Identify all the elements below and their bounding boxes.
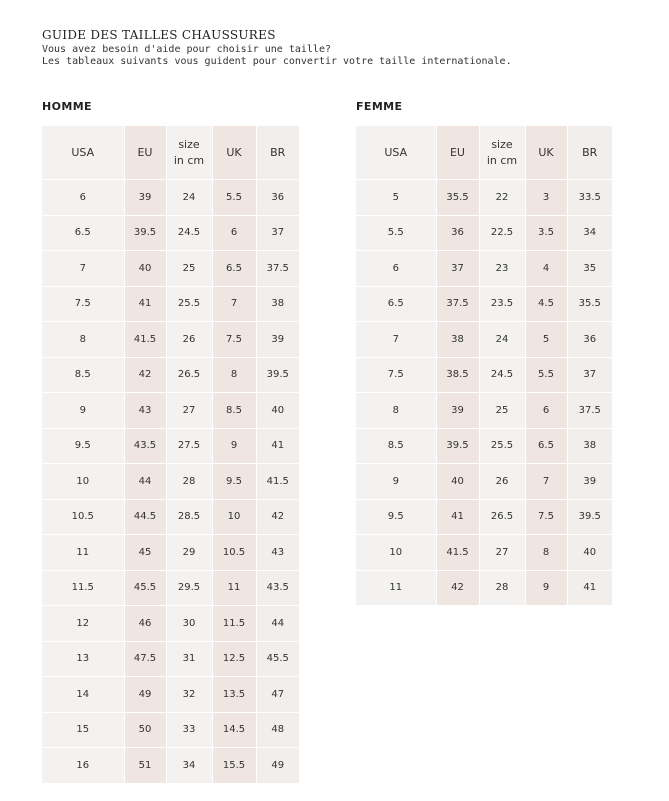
table-row (42, 748, 299, 784)
cell-uk: 6.5 (212, 251, 256, 287)
cell-br: 38 (256, 286, 299, 322)
cell-cm: 23.5 (479, 286, 525, 322)
cell-uk: 10.5 (212, 535, 256, 571)
cell-cm: 28 (166, 464, 212, 500)
cell-usa: 12 (42, 606, 124, 642)
cell-br: 42 (256, 499, 299, 535)
cell-eu: 46 (124, 606, 166, 642)
cell-br: 41 (256, 428, 299, 464)
cell-cm: 25 (479, 393, 525, 429)
table-row (42, 428, 299, 464)
cell-eu: 41 (124, 286, 166, 322)
cell-cm: 31 (166, 641, 212, 677)
table-row (42, 712, 299, 748)
cell-usa: 8 (356, 393, 436, 429)
cell-br: 33.5 (567, 180, 612, 216)
cell-br: 37 (567, 357, 612, 393)
cell-eu: 45.5 (124, 570, 166, 606)
table-row (42, 641, 299, 677)
intro-line-1: Vous avez besoin d'aide pour choisir une taille? (42, 44, 331, 55)
cell-cm: 23 (479, 251, 525, 287)
cell-uk: 11.5 (212, 606, 256, 642)
cell-usa: 9.5 (356, 499, 436, 535)
table-row (42, 464, 299, 500)
cell-usa: 10 (42, 464, 124, 500)
cell-usa: 10 (356, 535, 436, 571)
cell-eu: 44 (124, 464, 166, 500)
cell-usa: 11 (356, 570, 436, 606)
table-row (42, 215, 299, 251)
cell-usa: 16 (42, 748, 124, 784)
cell-cm: 27 (166, 393, 212, 429)
cell-br: 35.5 (567, 286, 612, 322)
cell-usa: 6.5 (42, 215, 124, 251)
cell-cm: 26 (166, 322, 212, 358)
cell-br: 41.5 (256, 464, 299, 500)
cell-uk: 7 (212, 286, 256, 322)
cell-usa: 6 (356, 251, 436, 287)
cell-uk: 13.5 (212, 677, 256, 713)
table-row (356, 535, 612, 571)
cell-eu: 45 (124, 535, 166, 571)
cell-uk: 6.5 (525, 428, 567, 464)
cell-cm: 24.5 (479, 357, 525, 393)
cell-uk: 12.5 (212, 641, 256, 677)
table-row (356, 251, 612, 287)
cell-eu: 39 (436, 393, 479, 429)
cell-eu: 43.5 (124, 428, 166, 464)
cell-cm: 26.5 (166, 357, 212, 393)
cell-eu: 40 (124, 251, 166, 287)
cell-br: 41 (567, 570, 612, 606)
femme-size-table (356, 126, 612, 606)
cell-eu: 38 (436, 322, 479, 358)
table-header-row (42, 126, 299, 180)
table-row (42, 606, 299, 642)
cell-br: 39.5 (256, 357, 299, 393)
cell-eu: 51 (124, 748, 166, 784)
table-row (356, 180, 612, 216)
cell-usa: 11 (42, 535, 124, 571)
cell-cm: 32 (166, 677, 212, 713)
homme-size-table (42, 126, 299, 784)
cell-usa: 9.5 (42, 428, 124, 464)
cell-eu: 50 (124, 712, 166, 748)
cell-cm: 27.5 (166, 428, 212, 464)
cell-usa: 7 (42, 251, 124, 287)
table-row (356, 393, 612, 429)
cell-usa: 7.5 (42, 286, 124, 322)
cell-cm: 29.5 (166, 570, 212, 606)
cell-usa: 10.5 (42, 499, 124, 535)
cell-usa: 15 (42, 712, 124, 748)
homme-title: HOMME (42, 100, 92, 113)
table-row (42, 251, 299, 287)
column-header-br: BR (256, 126, 299, 180)
cell-uk: 5.5 (212, 180, 256, 216)
table-row (356, 215, 612, 251)
cell-usa: 9 (356, 464, 436, 500)
column-header-br: BR (567, 126, 612, 180)
column-header-uk: UK (525, 126, 567, 180)
cell-cm: 24 (166, 180, 212, 216)
table-row (356, 499, 612, 535)
cell-uk: 8 (525, 535, 567, 571)
cell-eu: 35.5 (436, 180, 479, 216)
cell-eu: 41.5 (436, 535, 479, 571)
cell-eu: 44.5 (124, 499, 166, 535)
cell-uk: 9 (212, 428, 256, 464)
cell-usa: 8.5 (42, 357, 124, 393)
table-row (356, 570, 612, 606)
cell-cm: 24.5 (166, 215, 212, 251)
cell-eu: 37 (436, 251, 479, 287)
cell-eu: 40 (436, 464, 479, 500)
cell-uk: 5 (525, 322, 567, 358)
cell-uk: 4.5 (525, 286, 567, 322)
table-row (356, 428, 612, 464)
cell-eu: 41 (436, 499, 479, 535)
cell-cm: 24 (479, 322, 525, 358)
cell-eu: 42 (124, 357, 166, 393)
column-header-usa: USA (42, 126, 124, 180)
cell-cm: 26 (479, 464, 525, 500)
cell-uk: 7.5 (525, 499, 567, 535)
cell-br: 39 (567, 464, 612, 500)
cell-uk: 14.5 (212, 712, 256, 748)
cell-uk: 7 (525, 464, 567, 500)
cell-br: 48 (256, 712, 299, 748)
cell-br: 37.5 (567, 393, 612, 429)
cell-uk: 15.5 (212, 748, 256, 784)
table-row (42, 286, 299, 322)
cell-uk: 7.5 (212, 322, 256, 358)
intro-line-2: Les tableaux suivants vous guident pour convertir votre taille internationale. (42, 56, 512, 67)
cell-uk: 6 (212, 215, 256, 251)
cell-eu: 49 (124, 677, 166, 713)
table-row (42, 535, 299, 571)
cell-usa: 6.5 (356, 286, 436, 322)
cell-cm: 27 (479, 535, 525, 571)
femme-title: FEMME (356, 100, 403, 113)
cell-uk: 11 (212, 570, 256, 606)
cell-eu: 39.5 (124, 215, 166, 251)
table-row (42, 180, 299, 216)
cell-eu: 38.5 (436, 357, 479, 393)
cell-uk: 8.5 (212, 393, 256, 429)
cell-usa: 8 (42, 322, 124, 358)
cell-usa: 5.5 (356, 215, 436, 251)
cell-cm: 28 (479, 570, 525, 606)
cell-cm: 28.5 (166, 499, 212, 535)
cell-cm: 34 (166, 748, 212, 784)
cell-cm: 22 (479, 180, 525, 216)
cell-usa: 14 (42, 677, 124, 713)
table-row (356, 322, 612, 358)
cell-usa: 11.5 (42, 570, 124, 606)
table-row (356, 464, 612, 500)
cell-br: 37 (256, 215, 299, 251)
cell-br: 49 (256, 748, 299, 784)
cell-uk: 6 (525, 393, 567, 429)
column-header-usa: USA (356, 126, 436, 180)
column-header-eu: EU (436, 126, 479, 180)
cell-usa: 7 (356, 322, 436, 358)
cell-usa: 13 (42, 641, 124, 677)
table-row (42, 322, 299, 358)
cell-br: 43.5 (256, 570, 299, 606)
cell-usa: 9 (42, 393, 124, 429)
cell-eu: 37.5 (436, 286, 479, 322)
table-row (42, 570, 299, 606)
cell-uk: 9.5 (212, 464, 256, 500)
column-header-uk: UK (212, 126, 256, 180)
cell-br: 36 (567, 322, 612, 358)
cell-cm: 25.5 (166, 286, 212, 322)
cell-br: 36 (256, 180, 299, 216)
page-title: GUIDE DES TAILLES CHAUSSURES (42, 28, 276, 42)
cell-uk: 10 (212, 499, 256, 535)
cell-br: 38 (567, 428, 612, 464)
cell-uk: 4 (525, 251, 567, 287)
cell-usa: 8.5 (356, 428, 436, 464)
cell-uk: 5.5 (525, 357, 567, 393)
cell-cm: 25.5 (479, 428, 525, 464)
cell-br: 35 (567, 251, 612, 287)
table-row (356, 357, 612, 393)
cell-br: 43 (256, 535, 299, 571)
cell-br: 39.5 (567, 499, 612, 535)
cell-eu: 42 (436, 570, 479, 606)
column-header-cm: size in cm (479, 126, 525, 180)
cell-usa: 5 (356, 180, 436, 216)
cell-cm: 33 (166, 712, 212, 748)
cell-eu: 47.5 (124, 641, 166, 677)
cell-uk: 3 (525, 180, 567, 216)
column-header-eu: EU (124, 126, 166, 180)
cell-cm: 25 (166, 251, 212, 287)
cell-usa: 6 (42, 180, 124, 216)
cell-br: 45.5 (256, 641, 299, 677)
cell-uk: 9 (525, 570, 567, 606)
cell-eu: 41.5 (124, 322, 166, 358)
cell-eu: 39.5 (436, 428, 479, 464)
table-row (42, 677, 299, 713)
cell-eu: 39 (124, 180, 166, 216)
cell-br: 40 (256, 393, 299, 429)
cell-br: 34 (567, 215, 612, 251)
cell-br: 44 (256, 606, 299, 642)
cell-cm: 30 (166, 606, 212, 642)
cell-br: 47 (256, 677, 299, 713)
cell-eu: 43 (124, 393, 166, 429)
table-row (356, 286, 612, 322)
table-row (42, 393, 299, 429)
cell-cm: 22.5 (479, 215, 525, 251)
cell-br: 37.5 (256, 251, 299, 287)
cell-cm: 29 (166, 535, 212, 571)
cell-usa: 7.5 (356, 357, 436, 393)
table-header-row (356, 126, 612, 180)
column-header-cm: size in cm (166, 126, 212, 180)
cell-br: 39 (256, 322, 299, 358)
cell-cm: 26.5 (479, 499, 525, 535)
cell-uk: 3.5 (525, 215, 567, 251)
table-row (42, 357, 299, 393)
cell-br: 40 (567, 535, 612, 571)
cell-eu: 36 (436, 215, 479, 251)
cell-uk: 8 (212, 357, 256, 393)
table-row (42, 499, 299, 535)
